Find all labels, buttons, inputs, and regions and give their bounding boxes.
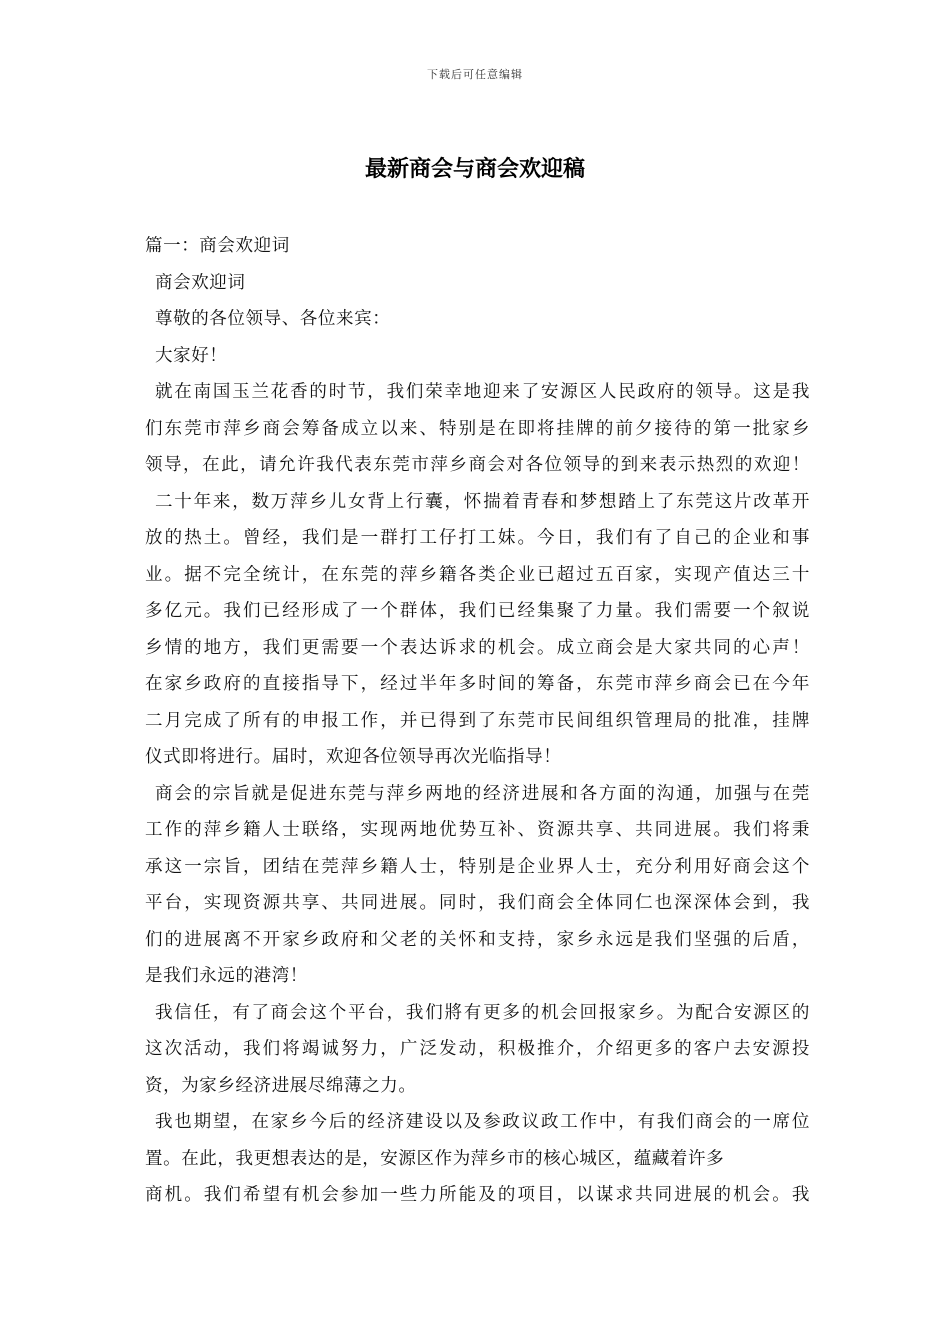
document-body	[145, 228, 810, 1214]
paragraph-line: 我信任，有了商会这个平台，我们將有更多的机会回报家乡。为配合安源区的	[155, 1002, 810, 1023]
paragraph-line: 这次活动，我们将竭诚努力，广泛发动，积极推介，介绍更多的客户去安源投	[145, 1039, 810, 1059]
paragraph-line: 工作的萍乡籍人士联络，实现两地优势互补、资源共享、共同进展。我们将秉	[145, 820, 810, 840]
paragraph-line: 二月完成了所有的申报工作，并已得到了东莞市民间组织管理局的批准，挂牌	[145, 710, 810, 731]
paragraph-line: 放的热土。曾经，我们是一群打工仔打工妹。今日，我们有了自己的企业和事	[145, 528, 810, 548]
paragraph-line: 置。在此，我更想表达的是，安源区作为萍乡市的核心城区，蕴藏着许多	[145, 1148, 725, 1169]
paragraph-line: 篇一：商会欢迎词	[145, 236, 290, 256]
paragraph-line: 大家好！	[155, 345, 228, 366]
paragraph-line: 在家乡政府的直接指导下，经过半年多时间的筹备，东莞市萍乡商会已在今年	[145, 674, 810, 694]
paragraph-line: 们的进展离不开家乡政府和父老的关怀和支持，家乡永远是我们坚强的后盾，	[145, 929, 810, 950]
paragraph-line: 商会欢迎词	[155, 272, 246, 293]
paragraph-line: 就在南国玉兰花香的时节，我们荣幸地迎来了安源区人民政府的领导。这是我	[155, 382, 810, 402]
paragraph-line: 仪式即将进行。届时，欢迎各位领导再次光临指导！	[145, 747, 562, 767]
paragraph-line: 商会的宗旨就是促进东莞与萍乡两地的经济进展和各方面的沟通，加强与在莞	[155, 783, 810, 804]
paragraph-line: 领导，在此，请允许我代表东莞市萍乡商会对各位领导的到来表示热烈的欢迎！	[145, 455, 810, 475]
paragraph-line: 我也期望，在家乡今后的经济建设以及参政议政工作中，有我们商会的一席位	[155, 1112, 810, 1132]
paragraph-line: 资，为家乡经济进展尽绵薄之力。	[145, 1075, 417, 1096]
paragraph-line: 乡情的地方，我们更需要一个表达诉求的机会。成立商会是大家共同的心声！	[145, 637, 810, 658]
paragraph-line: 平台，实现资源共享、共同进展。同时，我们商会全体同仁也深深体会到，我	[145, 893, 810, 913]
paragraph-line: 承这一宗旨，团结在莞萍乡籍人士，特别是企业界人士，充分利用好商会这个	[145, 856, 810, 877]
paragraph-line: 是我们永远的港湾！	[145, 966, 308, 986]
header-note: 下载后可任意编辑	[427, 68, 523, 81]
paragraph-line: 二十年来，数万萍乡儿女背上行囊，怀揣着青春和梦想踏上了东莞这片改革开	[155, 491, 810, 512]
paragraph-line: 业。据不完全统计，在东莞的萍乡籍各类企业已超过五百家，实现产值达三十	[145, 564, 810, 585]
paragraph-line: 尊敬的各位领导、各位来宾：	[155, 309, 391, 329]
paragraph-line: 们东莞市萍乡商会筹备成立以来、特别是在即将挂牌的前夕接待的第一批家乡	[145, 418, 810, 439]
paragraph-line: 多亿元。我们已经形成了一个群体，我们已经集聚了力量。我们需要一个叙说	[145, 601, 810, 621]
document-title: 最新商会与商会欢迎稿	[364, 156, 585, 182]
paragraph-line: 商机。我们希望有机会参加一些力所能及的项目，以谋求共同进展的机会。我	[145, 1185, 810, 1205]
